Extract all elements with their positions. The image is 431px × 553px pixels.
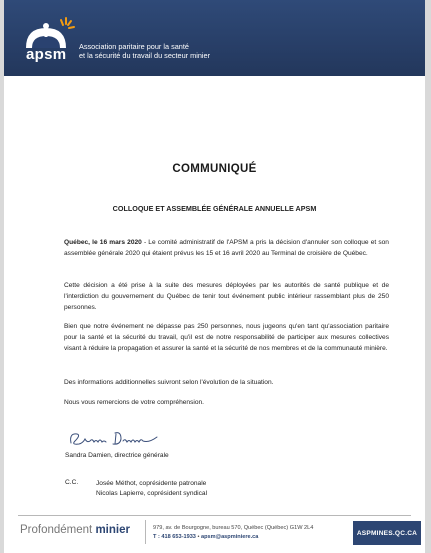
cc-label: C.C. xyxy=(65,479,79,486)
paragraph-updates: Des informations additionnelles suivront selon l'évolution de la situation. xyxy=(64,379,274,386)
document-page xyxy=(4,0,425,553)
org-name-line-2: et la sécurité du travail du secteur minier xyxy=(79,51,210,60)
footer-address: 979, av. de Bourgogne, bureau 570, Québec (Québec) G1W 2L4 xyxy=(153,525,314,531)
paragraph-reason: Cette décision a été prise à la suite des mesures déployées par les autorités de santé publique et de l'interdiction du gouvernement du Québec de tenir tout événement public intérieur rassemblant plus de 250 personnes. xyxy=(64,282,389,311)
tagline-strong: minier xyxy=(95,524,130,536)
tagline-light: Profondément xyxy=(20,524,96,536)
cc-recipients xyxy=(96,479,207,499)
footer-phone: T : 418 653-1933 xyxy=(153,534,196,540)
website-badge[interactable]: ASPMINES.QC.CA xyxy=(353,521,421,545)
dateline: Québec, le 16 mars 2020 xyxy=(64,239,142,246)
document-title: COMMUNIQUÉ xyxy=(172,163,257,175)
cc-recipient: Nicolas Lapierre, coprésident syndical xyxy=(96,489,208,497)
paragraph-announcement xyxy=(64,238,389,260)
organization-name xyxy=(79,42,210,60)
footer-email[interactable]: apsm@aspminiere.ca xyxy=(201,534,259,540)
document-subtitle: COLLOQUE ET ASSEMBLÉE GÉNÉRALE ANNUELLE APSM xyxy=(112,204,317,213)
org-name-line-1: Association paritaire pour la santé xyxy=(79,42,189,51)
paragraph-responsibility: Bien que notre événement ne dépasse pas 250 personnes, nous jugeons qu'en tant qu'association paritaire pour la santé et la sécurité du travail, qu'il est de notre responsabilité de participer aux mesures collectives visant à réduire la propagation et assurer la santé et la sécurité de nos membres et de la communauté minière. xyxy=(64,323,389,352)
footer-divider xyxy=(18,515,411,516)
cc-recipient: Josée Méthot, coprésidente patronale xyxy=(96,480,207,487)
logo-wordmark: apsm xyxy=(26,46,67,63)
paragraph-thanks: Nous vous remercions de votre compréhension. xyxy=(64,399,205,406)
footer-separator xyxy=(145,520,146,544)
signatory-name: Sandra Damien, directrice générale xyxy=(65,452,169,459)
letterhead-banner xyxy=(4,0,425,76)
paragraph-1-text: - Le comité administratif de l'APSM a pris la décision d'annuler son colloque et son assemblée générale 2020 qui étaient prévus les 15 et 16 avril 2020 au Terminal de croisière de Québec. xyxy=(64,239,389,257)
footer-address-block xyxy=(153,524,313,542)
handwritten-signature xyxy=(65,425,165,451)
footer-tagline xyxy=(20,524,130,536)
footer-contact: T : 418 653-1933 • apsm@aspminiere.ca xyxy=(153,534,259,540)
